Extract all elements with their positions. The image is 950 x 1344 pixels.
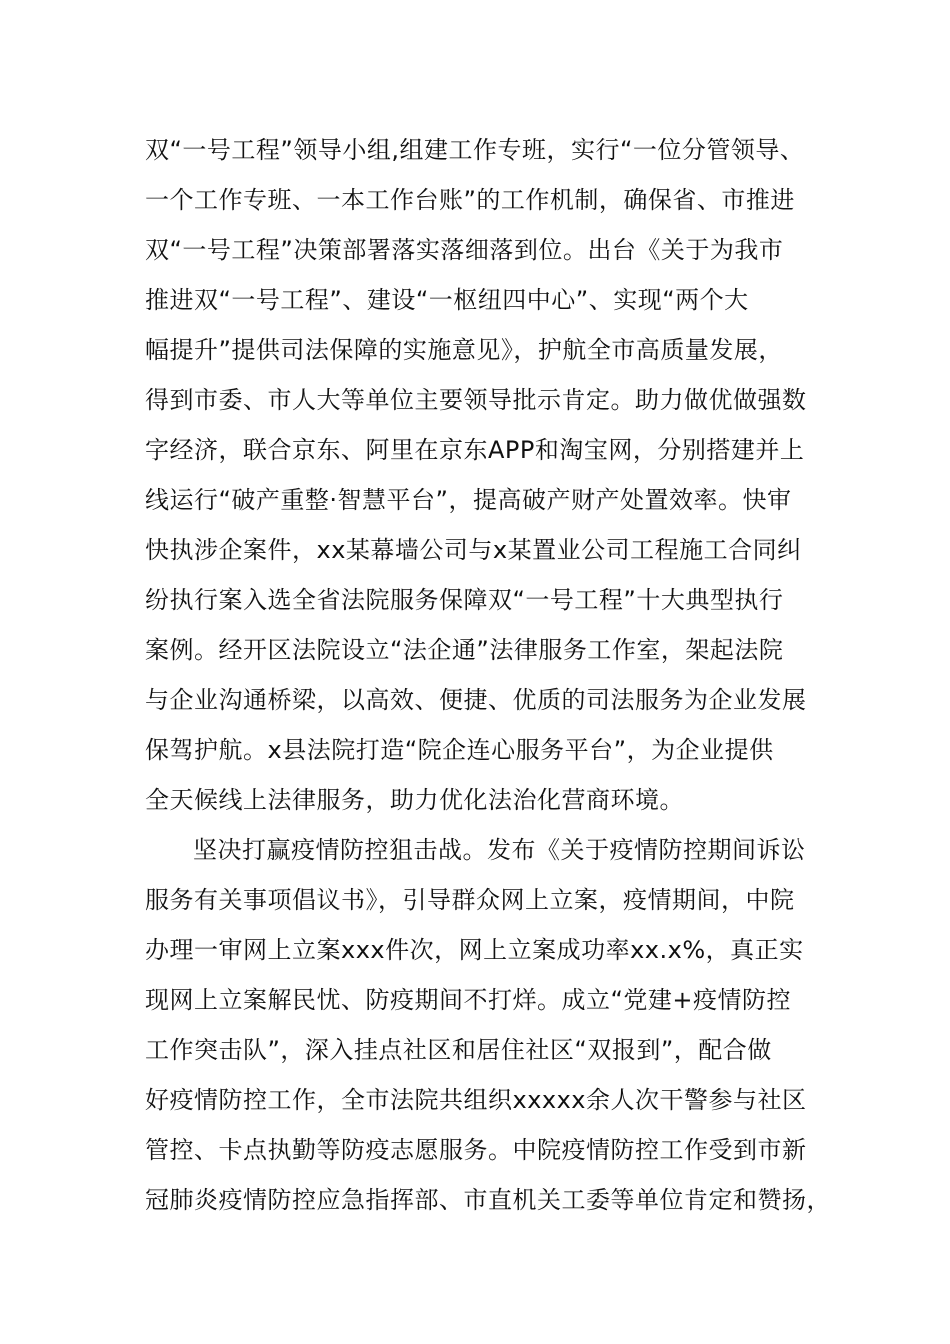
text-line: 推进双“一号工程”、建设“一枢纽四中心”、实现“两个大 [145, 286, 749, 314]
text-line: 线运行“破产重整·智慧平台”，提高破产财产处置效率。快审 [145, 486, 792, 514]
text-line: 双“一号工程”领导小组,组建工作专班，实行“一位分管领导、 [145, 136, 805, 164]
text-line: 与企业沟通桥梁，以高效、便捷、优质的司法服务为企业发展 [145, 686, 807, 714]
paragraph-start-line: 坚决打赢疫情防控狙击战。发布《关于疫情防控期间诉讼 [193, 836, 806, 864]
text-line: 保驾护航。x县法院打造“院企连心服务平台”，为企业提供 [145, 736, 774, 764]
text-line: 字经济，联合京东、阿里在京东APP和淘宝网，分别搭建并上 [145, 436, 805, 464]
text-line: 纷执行案入选全省法院服务保障双“一号工程”十大典型执行 [145, 586, 784, 614]
text-line: 服务有关事项倡议书》，引导群众网上立案，疫情期间，中院 [145, 886, 795, 914]
text-line: 冠肺炎疫情防控应急指挥部、市直机关工委等单位肯定和赞扬， [145, 1186, 831, 1214]
text-line: 管控、卡点执勤等防疫志愿服务。中院疫情防控工作受到市新 [145, 1136, 807, 1164]
text-line: 全天候线上法律服务，助力优化法治化营商环境。 [145, 786, 684, 814]
document-body [145, 125, 831, 1225]
text-line: 办理一审网上立案xxx件次，网上立案成功率xx.x%，真正实 [145, 936, 804, 964]
text-line: 工作突击队”，深入挂点社区和居住社区“双报到”，配合做 [145, 1036, 772, 1064]
text-line: 好疫情防控工作，全市法院共组织xxxxx余人次干警参与社区 [145, 1086, 807, 1114]
text-line: 案例。经开区法院设立“法企通”法律服务工作室，架起法院 [145, 636, 784, 664]
text-line: 双“一号工程”决策部署落实落细落到位。出台《关于为我市 [145, 236, 784, 264]
text-line: 幅提升”提供司法保障的实施意见》，护航全市高质量发展， [145, 336, 783, 364]
text-line: 现网上立案解民忧、防疫期间不打烊。成立“党建+疫情防控 [145, 986, 792, 1014]
text-line: 快执涉企案件，xx某幕墙公司与x某置业公司工程施工合同纠 [145, 536, 802, 564]
text-line: 得到市委、市人大等单位主要领导批示肯定。助力做优做强数 [145, 386, 807, 414]
text-line: 一个工作专班、一本工作台账”的工作机制，确保省、市推进 [145, 186, 795, 214]
